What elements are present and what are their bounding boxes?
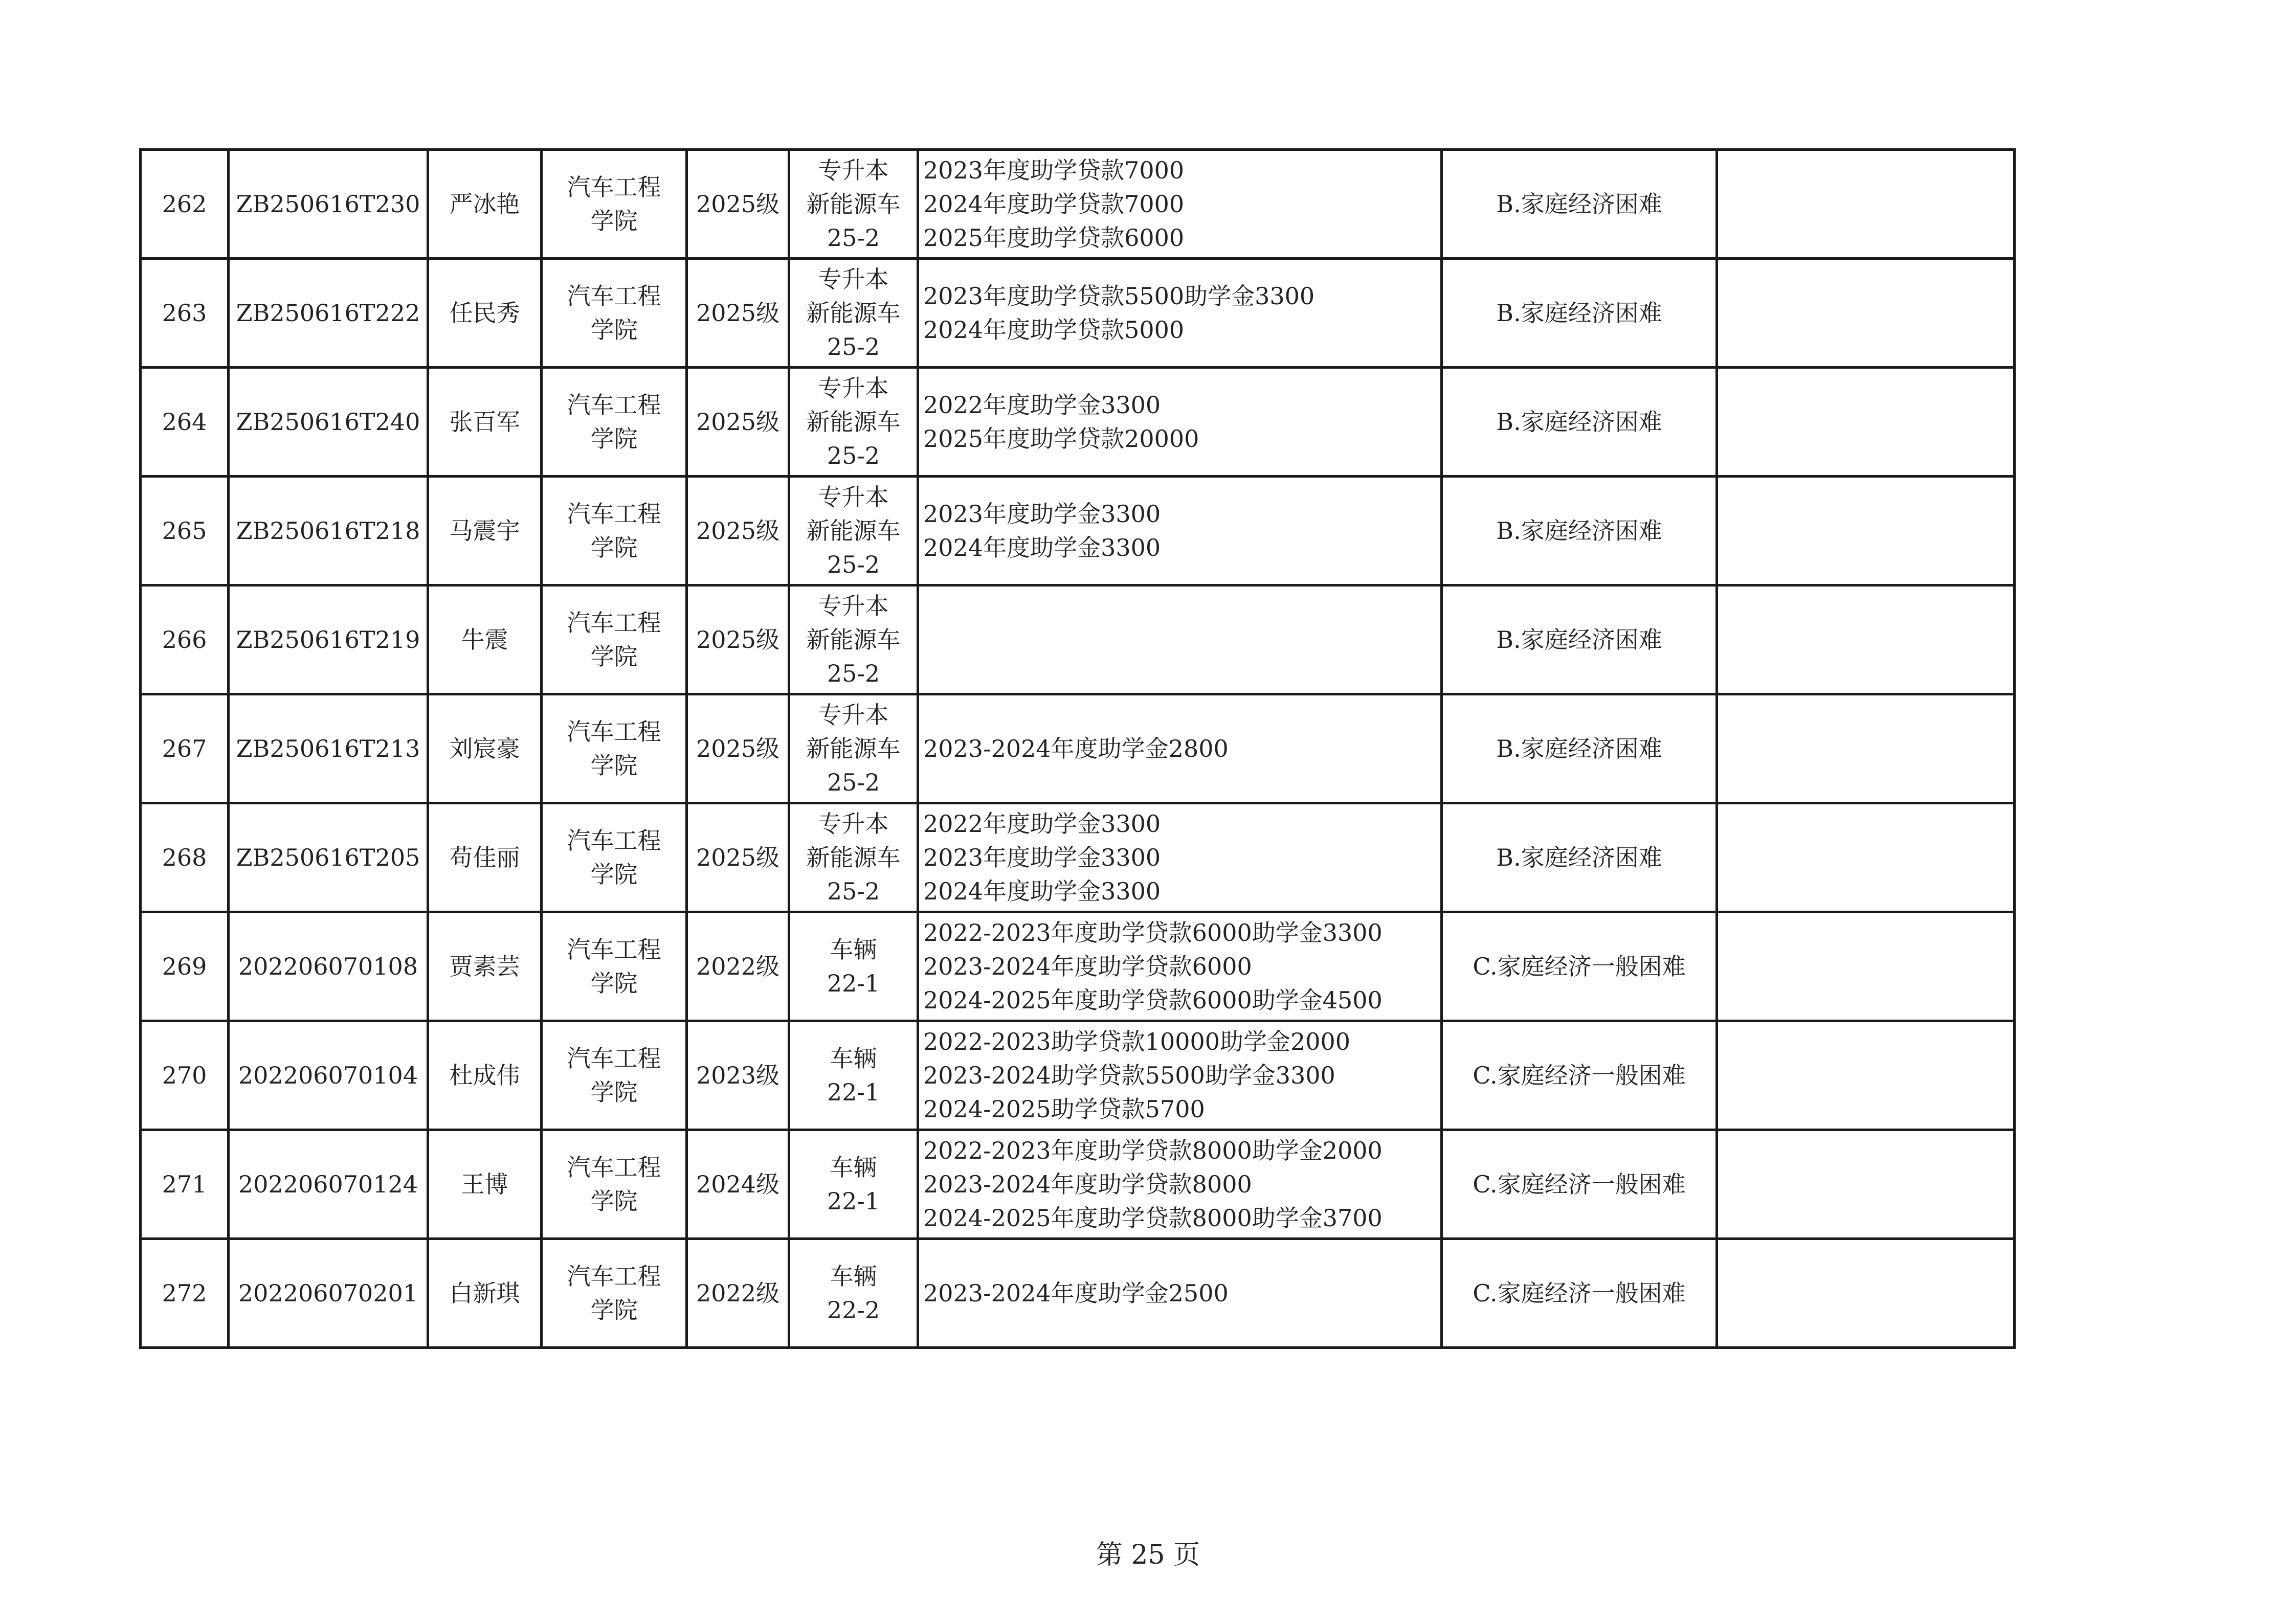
aid-history-cell	[918, 477, 1442, 585]
student-id-cell: 202206070201	[229, 1239, 428, 1348]
student-name-cell: 刘宸豪	[428, 694, 542, 803]
table-row	[141, 585, 2015, 694]
aid-history-line: 2024-2025助学贷款5700	[923, 1095, 1205, 1123]
class-line: 25-2	[827, 551, 880, 578]
class-line: 车辆	[830, 1045, 877, 1072]
class-line: 专升本	[818, 156, 889, 184]
remark-cell	[1717, 694, 2015, 803]
student-id-cell: 202206070104	[229, 1021, 428, 1130]
aid-history-cell	[918, 1239, 1442, 1348]
aid-history-line: 2023-2024年度助学金2500	[923, 1279, 1229, 1307]
remark-cell	[1717, 803, 2015, 912]
grade-cell: 2025级	[687, 803, 789, 912]
class-cell	[789, 259, 918, 368]
table-row	[141, 477, 2015, 585]
student-name-cell: 苟佳丽	[428, 803, 542, 912]
student-id-cell: ZB250616T205	[229, 803, 428, 912]
college-line: 学院	[590, 861, 638, 888]
class-line: 车辆	[830, 1154, 877, 1181]
college-line: 学院	[590, 207, 638, 235]
remark-cell	[1717, 368, 2015, 477]
class-cell	[789, 477, 918, 585]
aid-history-line: 2024-2025年度助学贷款6000助学金4500	[923, 986, 1383, 1014]
grade-cell: 2023级	[687, 1021, 789, 1130]
college-cell	[542, 150, 687, 259]
aid-history-line: 2022年度助学金3300	[923, 810, 1161, 838]
student-id-cell: 202206070124	[229, 1130, 428, 1239]
class-line: 专升本	[818, 374, 889, 402]
difficulty-level-cell: B.家庭经济困难	[1442, 803, 1717, 912]
grade-cell: 2022级	[687, 1239, 789, 1348]
college-cell	[542, 912, 687, 1021]
class-line: 22-1	[827, 1078, 880, 1106]
table-row	[141, 150, 2015, 259]
class-cell	[789, 694, 918, 803]
aid-history-line: 2022-2023年度助学贷款8000助学金2000	[923, 1137, 1383, 1164]
difficulty-level-cell: B.家庭经济困难	[1442, 585, 1717, 694]
class-line: 新能源车	[806, 735, 901, 762]
aid-history-line: 2025年度助学贷款6000	[923, 224, 1185, 252]
class-line: 专升本	[818, 810, 889, 838]
row-number-cell: 264	[141, 368, 229, 477]
row-number-cell: 271	[141, 1130, 229, 1239]
row-number-cell: 262	[141, 150, 229, 259]
aid-history-line: 2022年度助学金3300	[923, 391, 1161, 419]
difficulty-level-cell: C.家庭经济一般困难	[1442, 1021, 1717, 1130]
table-row	[141, 1021, 2015, 1130]
remark-cell	[1717, 1239, 2015, 1348]
college-line: 学院	[590, 970, 638, 997]
class-line: 新能源车	[806, 626, 901, 653]
aid-history-line: 2023-2024年度助学贷款8000	[923, 1170, 1252, 1198]
college-line: 汽车工程	[567, 1045, 661, 1072]
college-line: 汽车工程	[567, 827, 661, 854]
aid-history-cell	[918, 1021, 1442, 1130]
remark-cell	[1717, 477, 2015, 585]
college-line: 学院	[590, 752, 638, 779]
college-line: 汽车工程	[567, 173, 661, 201]
class-line: 专升本	[818, 592, 889, 620]
aid-history-line: 2022-2023助学贷款10000助学金2000	[923, 1028, 1351, 1055]
difficulty-level-cell: B.家庭经济困难	[1442, 368, 1717, 477]
aid-history-line: 2024年度助学贷款5000	[923, 316, 1185, 344]
college-line: 学院	[590, 425, 638, 453]
college-cell	[542, 477, 687, 585]
class-line: 新能源车	[806, 517, 901, 545]
class-line: 新能源车	[806, 299, 901, 327]
class-line: 25-2	[827, 660, 880, 687]
college-cell	[542, 1021, 687, 1130]
difficulty-level-cell: B.家庭经济困难	[1442, 694, 1717, 803]
class-line: 专升本	[818, 483, 889, 511]
class-cell	[789, 585, 918, 694]
college-cell	[542, 1239, 687, 1348]
row-number-cell: 265	[141, 477, 229, 585]
student-id-cell: ZB250616T219	[229, 585, 428, 694]
table-row	[141, 803, 2015, 912]
aid-history-cell	[918, 368, 1442, 477]
college-cell	[542, 585, 687, 694]
class-line: 22-2	[827, 1296, 880, 1324]
student-name-cell: 严冰艳	[428, 150, 542, 259]
college-line: 学院	[590, 1296, 638, 1324]
college-cell	[542, 1130, 687, 1239]
class-cell	[789, 1130, 918, 1239]
class-line: 25-2	[827, 333, 880, 360]
table-row	[141, 912, 2015, 1021]
aid-history-line: 2022-2023年度助学贷款6000助学金3300	[923, 919, 1383, 946]
college-line: 汽车工程	[567, 1154, 661, 1181]
class-cell	[789, 803, 918, 912]
aid-history-line: 2023年度助学金3300	[923, 500, 1161, 528]
grade-cell: 2022级	[687, 912, 789, 1021]
row-number-cell: 272	[141, 1239, 229, 1348]
class-line: 22-1	[827, 970, 880, 997]
class-cell	[789, 1021, 918, 1130]
row-number-cell: 266	[141, 585, 229, 694]
college-cell	[542, 803, 687, 912]
aid-history-line: 2024-2025年度助学贷款8000助学金3700	[923, 1204, 1383, 1232]
aid-history-cell	[918, 585, 1442, 694]
class-line: 25-2	[827, 442, 880, 469]
student-name-cell: 马震宇	[428, 477, 542, 585]
class-line: 专升本	[818, 701, 889, 729]
difficulty-level-cell: B.家庭经济困难	[1442, 477, 1717, 585]
row-number-cell: 268	[141, 803, 229, 912]
class-cell	[789, 368, 918, 477]
remark-cell	[1717, 150, 2015, 259]
table-row	[141, 694, 2015, 803]
table-row	[141, 368, 2015, 477]
table-row	[141, 1239, 2015, 1348]
remark-cell	[1717, 259, 2015, 368]
college-line: 汽车工程	[567, 718, 661, 746]
grade-cell: 2025级	[687, 694, 789, 803]
college-cell	[542, 694, 687, 803]
page-number: 第 25 页	[1096, 1540, 1200, 1570]
college-line: 学院	[590, 316, 638, 344]
row-number-cell: 267	[141, 694, 229, 803]
class-line: 25-2	[827, 769, 880, 796]
grade-cell: 2025级	[687, 259, 789, 368]
class-line: 新能源车	[806, 190, 901, 218]
row-number-cell: 263	[141, 259, 229, 368]
college-line: 学院	[590, 1078, 638, 1106]
difficulty-level-cell: B.家庭经济困难	[1442, 259, 1717, 368]
aid-history-line: 2023-2024年度助学贷款6000	[923, 953, 1252, 980]
student-name-cell: 张百军	[428, 368, 542, 477]
aid-history-cell	[918, 694, 1442, 803]
aid-history-line: 2023-2024助学贷款5500助学金3300	[923, 1062, 1335, 1089]
class-cell	[789, 912, 918, 1021]
aid-history-line: 2025年度助学贷款20000	[923, 425, 1199, 453]
student-name-cell: 杜成伟	[428, 1021, 542, 1130]
class-line: 新能源车	[806, 408, 901, 436]
student-name-cell: 贾素芸	[428, 912, 542, 1021]
student-id-cell: ZB250616T213	[229, 694, 428, 803]
college-line: 学院	[590, 1187, 638, 1215]
difficulty-level-cell: C.家庭经济一般困难	[1442, 912, 1717, 1021]
grade-cell: 2024级	[687, 1130, 789, 1239]
grade-cell: 2025级	[687, 585, 789, 694]
table-body	[141, 150, 2015, 1348]
class-cell	[789, 1239, 918, 1348]
aid-history-line: 2023年度助学金3300	[923, 844, 1161, 871]
aid-history-cell	[918, 1130, 1442, 1239]
college-line: 汽车工程	[567, 1263, 661, 1290]
college-cell	[542, 259, 687, 368]
aid-history-cell	[918, 803, 1442, 912]
class-line: 22-1	[827, 1187, 880, 1215]
difficulty-level-cell: B.家庭经济困难	[1442, 150, 1717, 259]
student-name-cell: 白新琪	[428, 1239, 542, 1348]
college-line: 学院	[590, 534, 638, 561]
remark-cell	[1717, 912, 2015, 1021]
student-name-cell: 牛震	[428, 585, 542, 694]
class-line: 车辆	[830, 1263, 877, 1290]
student-id-cell: ZB250616T230	[229, 150, 428, 259]
college-line: 学院	[590, 643, 638, 670]
remark-cell	[1717, 1130, 2015, 1239]
grade-cell: 2025级	[687, 368, 789, 477]
student-id-cell: ZB250616T222	[229, 259, 428, 368]
student-name-cell: 王博	[428, 1130, 542, 1239]
aid-history-line: 2023年度助学贷款7000	[923, 156, 1185, 184]
table-row	[141, 1130, 2015, 1239]
aid-history-line: 2024年度助学金3300	[923, 534, 1161, 561]
student-id-cell: ZB250616T240	[229, 368, 428, 477]
difficulty-level-cell: C.家庭经济一般困难	[1442, 1239, 1717, 1348]
row-number-cell: 269	[141, 912, 229, 1021]
class-line: 车辆	[830, 936, 877, 963]
college-line: 汽车工程	[567, 936, 661, 963]
grade-cell: 2025级	[687, 477, 789, 585]
student-id-cell: 202206070108	[229, 912, 428, 1021]
row-number-cell: 270	[141, 1021, 229, 1130]
college-line: 汽车工程	[567, 609, 661, 637]
aid-history-cell	[918, 259, 1442, 368]
aid-history-line: 2023年度助学贷款5500助学金3300	[923, 282, 1315, 310]
difficulty-level-cell: C.家庭经济一般困难	[1442, 1130, 1717, 1239]
college-cell	[542, 368, 687, 477]
aid-history-line: 2024年度助学金3300	[923, 877, 1161, 905]
class-cell	[789, 150, 918, 259]
student-id-cell: ZB250616T218	[229, 477, 428, 585]
table-row	[141, 259, 2015, 368]
grade-cell: 2025级	[687, 150, 789, 259]
remark-cell	[1717, 1021, 2015, 1130]
class-line: 25-2	[827, 224, 880, 252]
aid-history-cell	[918, 150, 1442, 259]
college-line: 汽车工程	[567, 500, 661, 528]
aid-history-line: 2024年度助学贷款7000	[923, 190, 1185, 218]
remark-cell	[1717, 585, 2015, 694]
class-line: 专升本	[818, 265, 889, 293]
student-name-cell: 任民秀	[428, 259, 542, 368]
aid-history-line: 2023-2024年度助学金2800	[923, 735, 1229, 762]
college-line: 汽车工程	[567, 391, 661, 419]
college-line: 汽车工程	[567, 282, 661, 310]
student-aid-table	[139, 148, 2016, 1349]
class-line: 新能源车	[806, 844, 901, 871]
class-line: 25-2	[827, 877, 880, 905]
aid-history-cell	[918, 912, 1442, 1021]
